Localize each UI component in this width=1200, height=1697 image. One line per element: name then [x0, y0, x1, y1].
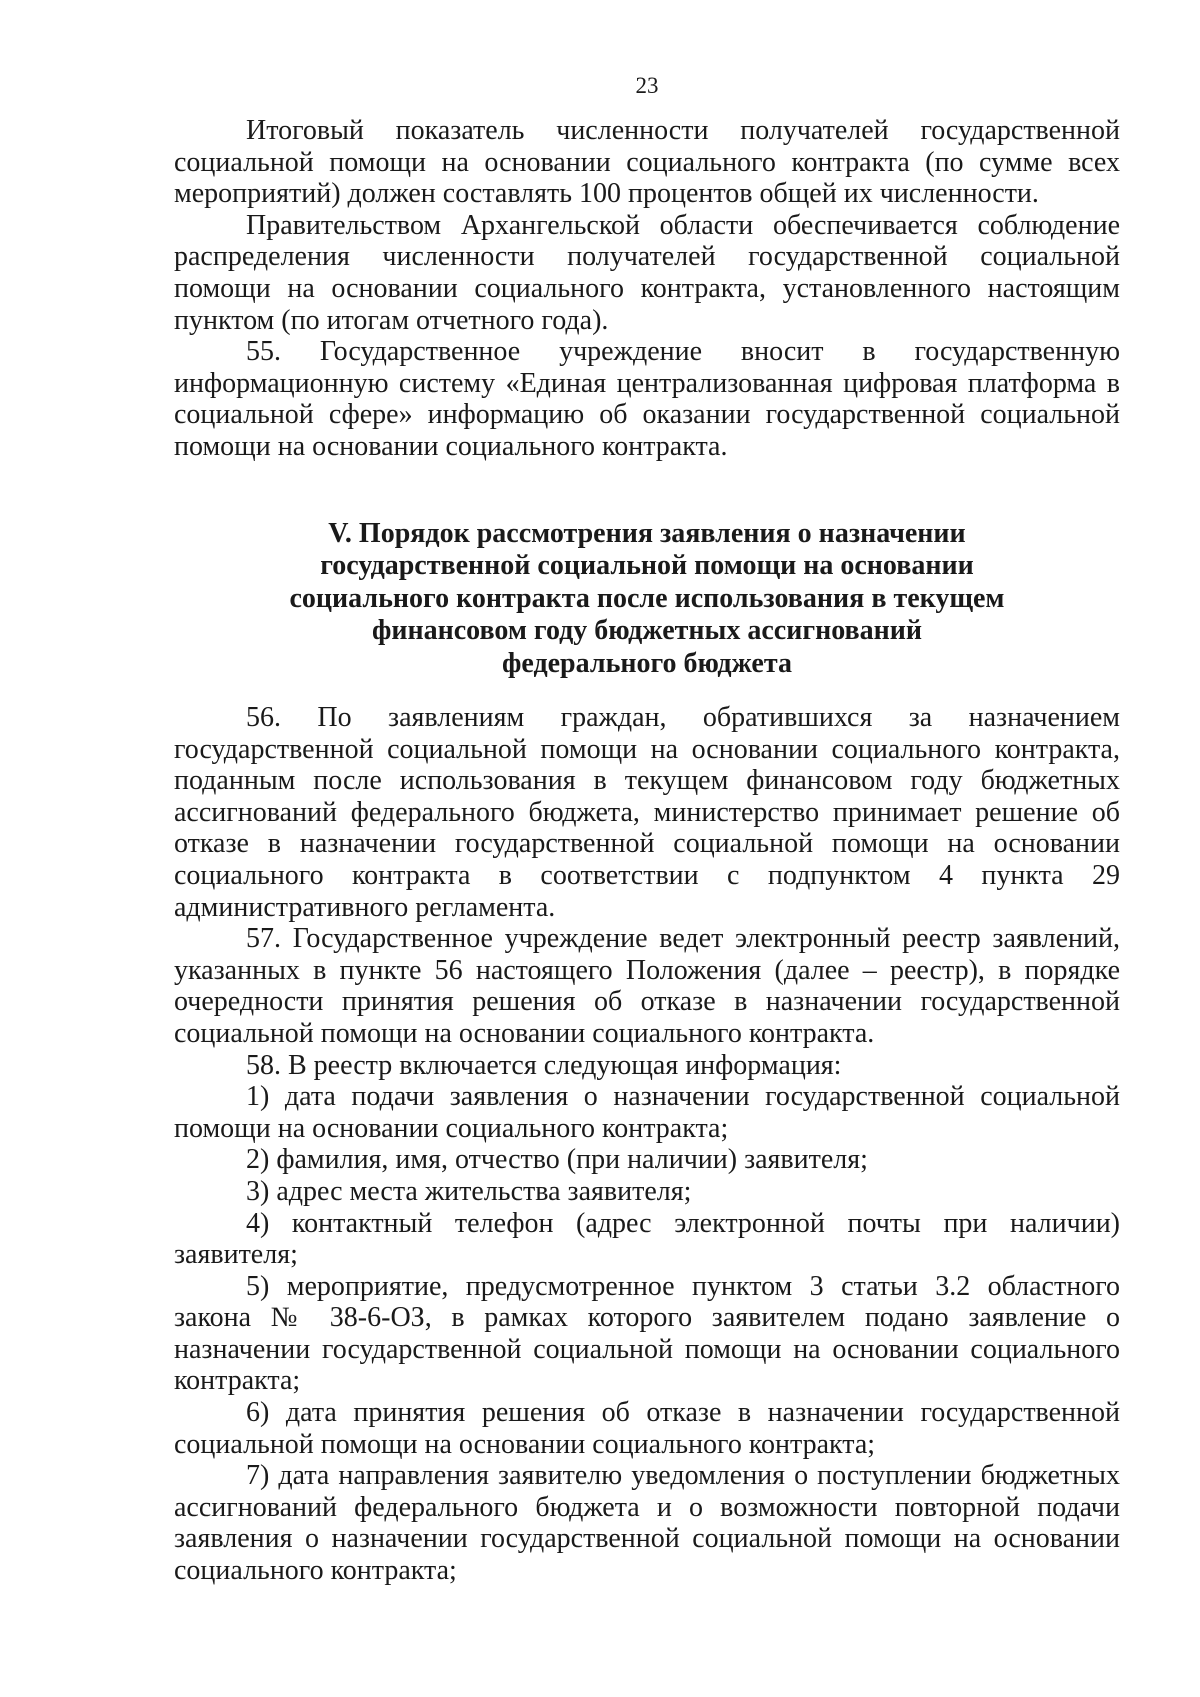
section-heading-line: государственной социальной помощи на основании: [320, 550, 974, 582]
paragraph-57: 57. Государственное учреждение ведет электронный реестр заявлений, указанных в пункте 56 настоящего Положения (далее – реестр), в порядке очередности принятия решения об отказе в назначении государственной социальной помощи на основании социального контракта.: [174, 923, 1120, 1049]
list-item-3: 3) адрес места жительства заявителя;: [246, 1175, 692, 1207]
paragraph-58: 58. В реестр включается следующая информация:: [246, 1049, 842, 1081]
section-heading-line: V. Порядок рассмотрения заявления о назначении: [328, 518, 966, 549]
paragraph-55: 55. Государственное учреждение вносит в государственную информационную систему «Единая централизованная цифровая платформа в социальной сфере» информацию об оказании государственной социальной помощи на основании социального контракта.: [174, 336, 1120, 462]
section-heading: [174, 518, 1120, 680]
list-item-2: 2) фамилия, имя, отчество (при наличии) заявителя;: [246, 1144, 868, 1176]
section-heading-line: федерального бюджета: [502, 647, 792, 679]
page-number: 23: [635, 73, 659, 98]
paragraph-government-distribution: Правительством Архангельской области обеспечивается соблюдение распределения численности получателей государственной социальной помощи на основании социального контракта, установленного настоящим пунктом (по итогам отчетного года).: [174, 209, 1120, 336]
paragraph-total-indicator: Итоговый показатель численности получателей государственной социальной помощи на основании социального контракта (по сумме всех мероприятий) должен составлять 100 процентов общей их численности.: [174, 115, 1120, 210]
list-item-4: 4) контактный телефон (адрес электронной почты при наличии) заявителя;: [174, 1207, 1120, 1271]
list-item-5: 5) мероприятие, предусмотренное пунктом 3 статьи 3.2 областного закона № 38-6-ОЗ, в рамках которого заявителем подано заявление о назначении государственной социальной помощи на основании социального контракта;: [174, 1270, 1120, 1397]
paragraph-56: 56. По заявлениям граждан, обратившихся за назначением государственной социальной помощи на основании социального контракта, поданным после использования в текущем финансовом году бюджетных ассигнований федерального бюджета, министерство принимает решение об отказе в назначении государственной социальной помощи на основании социального контракта в соответствии с подпунктом 4 пункта 29 административного регламента.: [174, 702, 1120, 923]
bottom-text-block: [174, 702, 1120, 1587]
section-heading-line: финансовом году бюджетных ассигнований: [371, 615, 923, 647]
section-heading-line: социального контракта после использования в текущем: [289, 582, 1005, 614]
list-item-6: 6) дата принятия решения об отказе в назначении государственной социальной помощи на основании социального контракта;: [174, 1397, 1120, 1460]
list-item-7: 7) дата направления заявителю уведомления о поступлении бюджетных ассигнований федерального бюджета и о возможности повторной подачи заявления о назначении государственной социальной помощи на основании социального контракта;: [174, 1460, 1120, 1587]
top-text-block: [174, 115, 1120, 463]
list-item-1: 1) дата подачи заявления о назначении государственной социальной помощи на основании социального контракта;: [174, 1081, 1120, 1144]
